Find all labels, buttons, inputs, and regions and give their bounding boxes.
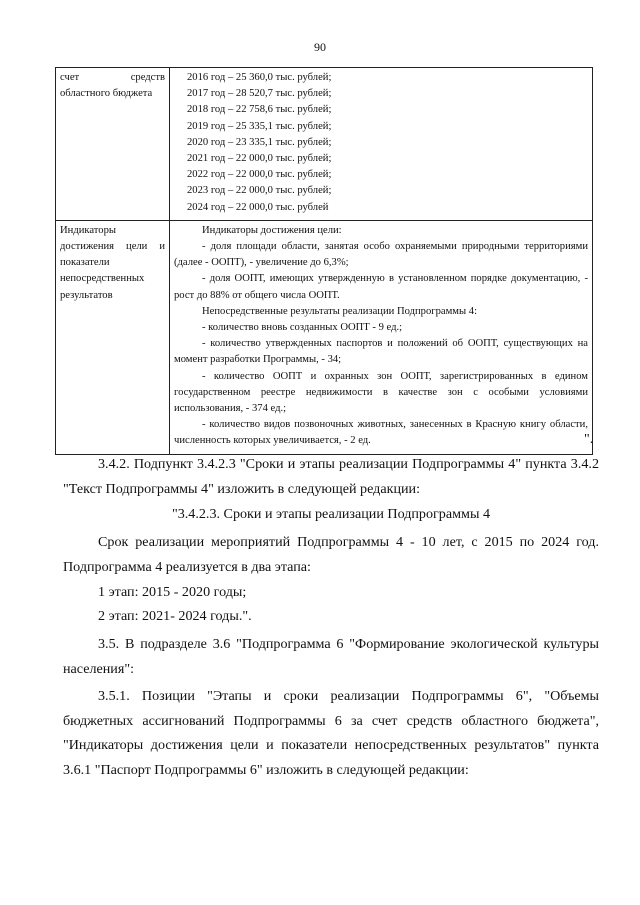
table-row	[56, 68, 593, 221]
indicator-item: - доля площади области, занятая особо охраняемыми природными территориями (далее - ООПТ), - увеличение до 6,3%;	[174, 241, 588, 269]
page-number: 90	[314, 40, 326, 54]
funding-years-cell	[170, 68, 593, 221]
paragraph: Срок реализации мероприятий Подпрограммы 4 - 10 лет, с 2015 по 2024 год. Подпрограмма 4 реализуется в два этапа:	[63, 534, 599, 575]
year-line: 2024 год – 22 000,0 тыс. рублей	[187, 201, 329, 213]
body-paragraph-6	[63, 632, 599, 681]
paragraph: 3.5. В подразделе 3.6 "Подпрограмма 6 "Формирование экологической культуры населения":	[63, 636, 599, 677]
year-line: 2018 год – 22 758,6 тыс. рублей;	[187, 104, 332, 116]
year-line: 2023 год – 22 000,0 тыс. рублей;	[187, 185, 332, 197]
result-item: - количество утвержденных паспортов и положений об ООПТ, существующих на момент разработки Программы, - 34;	[174, 338, 588, 366]
indicator-item: - доля ООПТ, имеющих утвержденную в установленном порядке документацию, - рост до 88% от общего числа ООПТ.	[174, 273, 588, 301]
results-heading: Непосредственные результаты реализации Подпрограммы 4:	[202, 305, 478, 317]
result-item: - количество ООПТ и охранных зон ООПТ, зарегистрированных в едином государственном реестре недвижимости в качестве зон с особыми условиями использования, - 374 ед.;	[174, 370, 588, 415]
result-item: - количество видов позвоночных животных, занесенных в Красную книгу области, численность которых увеличивается, - 2 ед.	[174, 419, 588, 447]
indicators-cell	[170, 220, 593, 454]
year-line: 2020 год – 23 335,1 тыс. рублей;	[187, 136, 332, 148]
paragraph: 2 этап: 2021- 2024 годы.".	[98, 608, 252, 624]
body-paragraph-4	[63, 580, 599, 605]
year-line: 2021 год – 22 000,0 тыс. рублей;	[187, 153, 332, 165]
body-paragraph-2	[63, 502, 599, 527]
row-label-funding: счет средств областного бюджета	[56, 68, 170, 221]
indicators-heading: Индикаторы достижения цели:	[202, 224, 342, 236]
passport-table	[55, 67, 593, 455]
body-paragraph-5	[63, 604, 599, 629]
closing-quote: ".	[584, 432, 594, 447]
year-line: 2016 год – 25 360,0 тыс. рублей;	[187, 72, 332, 83]
body-paragraph-1	[63, 452, 599, 501]
paragraph: 3.5.1. Позиции "Этапы и сроки реализации Подпрограммы 6", "Объемы бюджетных ассигнований Подпрограммы 6 за счет средств областного бюджета", "Индикаторы достижения цели и показатели непосредственных результатов" пункта 3.6.1 "Паспорт Подпрограммы 6" изложить в следующей редакции:	[63, 688, 599, 778]
year-line: 2022 год – 22 000,0 тыс. рублей;	[187, 169, 332, 181]
year-line: 2019 год – 25 335,1 тыс. рублей;	[187, 120, 332, 132]
table-row	[56, 220, 593, 454]
body-paragraph-7	[63, 684, 599, 782]
year-line: 2017 год – 28 520,7 тыс. рублей;	[187, 88, 332, 100]
row-label-indicators: Индикаторы достижения цели и показатели непосредственных результатов	[56, 220, 170, 454]
paragraph: 3.4.2. Подпункт 3.4.2.3 "Сроки и этапы реализации Подпрограммы 4" пункта 3.4.2 "Текст Подпрограммы 4" изложить в следующей редакции:	[63, 456, 599, 497]
paragraph: 1 этап: 2015 - 2020 годы;	[98, 584, 247, 600]
section-heading: "3.4.2.3. Сроки и этапы реализации Подпрограммы 4	[171, 506, 490, 522]
body-paragraph-3	[63, 530, 599, 579]
result-item: - количество вновь созданных ООПТ - 9 ед.;	[202, 322, 403, 334]
